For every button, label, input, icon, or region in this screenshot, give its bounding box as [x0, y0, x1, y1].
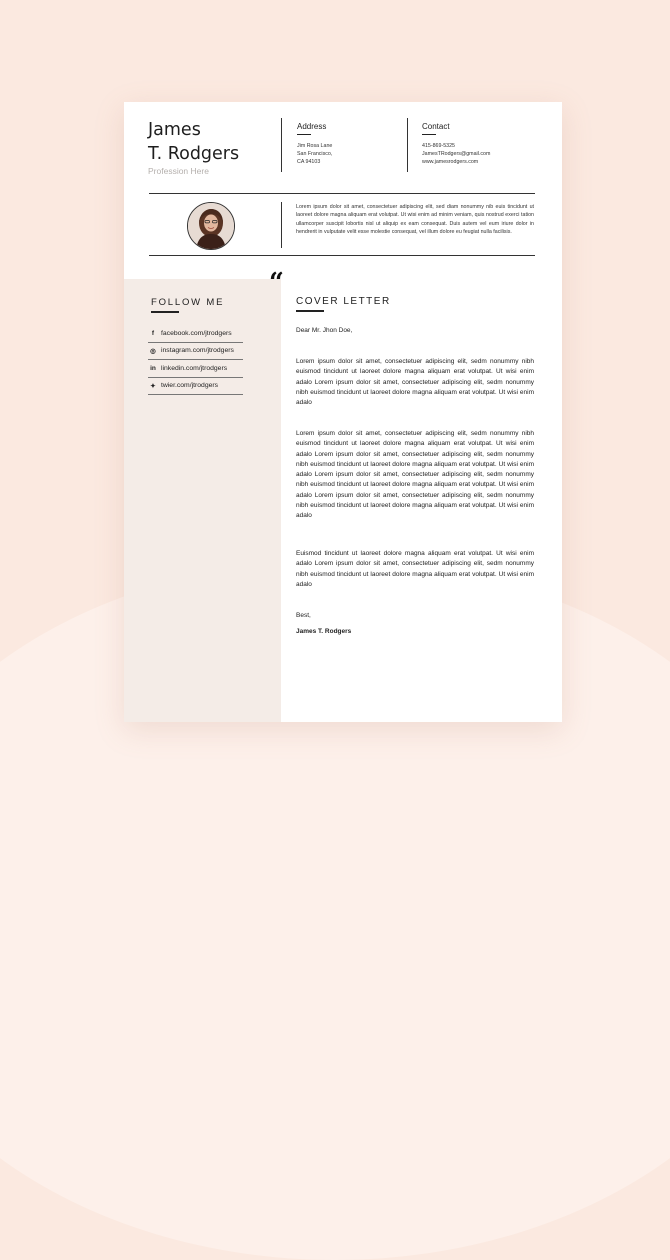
social-link-label: facebook.com/jtrodgers — [161, 329, 232, 337]
contact-title: Contact — [422, 122, 450, 131]
follow-me-underline — [151, 311, 179, 313]
follow-me-heading: FOLLOW ME — [151, 297, 225, 308]
address-title: Address — [297, 122, 327, 131]
social-link-facebook[interactable] — [148, 325, 243, 343]
social-links-list — [148, 325, 243, 395]
candidate-name — [148, 118, 239, 166]
social-link-label: instagram.com/jtrodgers — [161, 347, 234, 355]
email-address: JamesTRodgers@gmail.com — [422, 151, 491, 158]
social-link-label: twier.com/jtrodgers — [161, 382, 219, 390]
contact-block — [422, 142, 490, 167]
instagram-icon: ◎ — [150, 347, 156, 355]
name-line-1: James — [148, 120, 201, 140]
contact-title-underline — [422, 134, 436, 135]
linkedin-icon: in — [150, 364, 156, 372]
cover-letter-document — [124, 102, 562, 722]
intro-paragraph: Lorem ipsum dolor sit amet, consectetuer adipiscing elit, sed diam nonummy nib euis tincidunt ut laoreet dolore magna aliquam erat volutpat. Ut wisi enim ad minim veniam, quis nostrud exerci tation ullamcorper suscipit lobortis nisl ut aliquip ex eam consequat. Duis autem vel eum iriure dolor in hendrerit in vulputate velit esse molestie consequat, vel illum dolore eu feugiat nulla facilisis. — [296, 204, 534, 236]
social-link-instagram[interactable] — [148, 343, 243, 361]
address-title-underline — [297, 134, 311, 135]
divider-vertical — [407, 118, 408, 172]
facebook-icon: f — [151, 329, 155, 337]
address-line: CA 94103 — [297, 159, 321, 166]
divider-horizontal — [149, 255, 535, 256]
letter-paragraph-3: Euismod tincidunt ut laoreet dolore magna aliquam erat volutpat. Ut wisi enim adalo Lorem ipsum dolor sit amet, consectetuer adipiscing elit, sedm nonummy nibh euismod tincidunt ut laoreet dolore magna aliquam erat volutpat. Ut wisi enim adalo — [296, 550, 534, 588]
name-line-2: T. Rodgers — [148, 144, 240, 164]
social-link-twitter[interactable] — [148, 378, 243, 396]
phone-number: 415-869-5325 — [422, 143, 455, 149]
divider-horizontal — [149, 193, 535, 194]
letter-paragraph-1: Lorem ipsum dolor sit amet, consectetuer adipiscing elit, sedm nonummy nibh euismod tincidunt ut laoreet dolore magna aliquam erat volutpat. Ut wisi enim adalo Lorem ipsum dolor sit amet, consectetuer adipiscing elit, sedm nonummy nibh euismod tincidunt ut laoreet dolore magna aliquam erat volutpat. Ut wisi enim adalo — [296, 358, 534, 407]
address-block — [297, 142, 332, 167]
address-line: Jim Rosa Lane — [297, 143, 333, 149]
divider-vertical — [281, 202, 282, 248]
social-link-linkedin[interactable] — [148, 360, 243, 378]
social-link-label: linkedin.com/jtrodgers — [161, 364, 228, 372]
quote-mark-icon: “ — [269, 268, 284, 298]
cover-letter-underline — [296, 310, 324, 312]
letter-greeting: Dear Mr. Jhon Doe, — [296, 327, 353, 334]
website-url: www.jamesrodgers.com — [422, 159, 479, 166]
profile-photo — [187, 202, 235, 250]
divider-vertical — [281, 118, 282, 172]
profession-label: Profession Here — [148, 166, 209, 176]
letter-signature: James T. Rodgers — [296, 628, 352, 635]
letter-paragraph-2: Lorem ipsum dolor sit amet, consectetuer adipiscing elit, sedm nonummy nibh euismod tincidunt ut laoreet dolore magna aliquam erat volutpat. Ut wisi enim adalo Lorem ipsum dolor sit amet, consectetuer adipiscing elit, sedm nonummy nibh euismod tincidunt ut laoreet dolore magna aliquam erat volutpat. Ut wisi enim adalo Lorem ipsum dolor sit amet, consectetuer adipiscing elit, sedm nonummy nibh euismod tincidunt ut laoreet dolore magna aliquam erat volutpat. Ut wisi enim adalo Lorem ipsum dolor sit amet, consectetuer adipiscing elit, sedm nonummy nibh euismod tincidunt ut laoreet dolore magna aliquam erat volutpat. Ut wisi enim adalo — [296, 430, 534, 520]
portrait-image — [188, 203, 234, 249]
twitter-icon: ✦ — [150, 382, 156, 390]
letter-closing: Best, — [296, 612, 311, 619]
address-line: San Francisco, — [297, 151, 333, 158]
cover-letter-heading: COVER LETTER — [296, 296, 391, 307]
